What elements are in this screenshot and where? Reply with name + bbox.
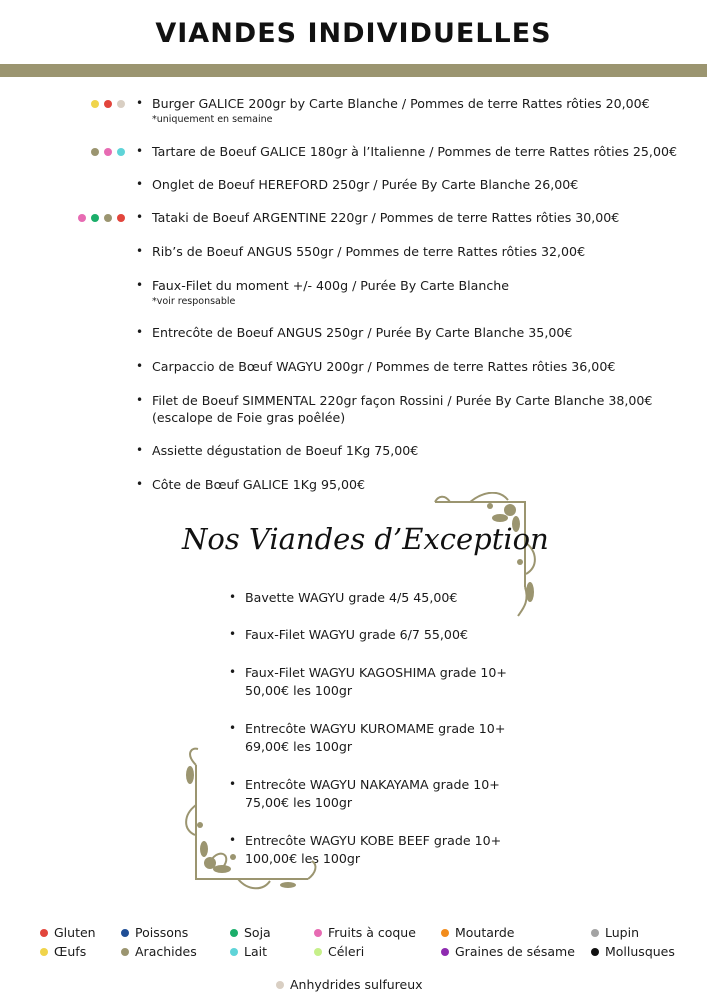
legend-item <box>591 925 639 940</box>
exception-item-text: Entrecôte WAGYU KOBE BEEF grade 10+ <box>245 833 502 848</box>
allergen-dot-icon <box>276 981 284 989</box>
legend-item <box>121 944 197 959</box>
legend-item <box>40 944 86 959</box>
allergen-dot-icon <box>117 148 125 156</box>
allergen-dot-icon <box>314 948 322 956</box>
legend-item <box>40 925 96 940</box>
legend-label: Soja <box>244 925 271 940</box>
menu-item-text: Rib’s de Boeuf ANGUS 550gr / Pommes de terre Rattes rôties 32,00€ <box>152 244 586 259</box>
exception-item-text: Entrecôte WAGYU NAKAYAMA grade 10+ <box>245 777 500 792</box>
exception-item-price: 50,00€ les 100gr <box>245 683 353 698</box>
legend-label: Moutarde <box>455 925 515 940</box>
allergen-dot-icon <box>117 100 125 108</box>
exception-item-price: 100,00€ les 100gr <box>245 851 361 866</box>
bullet-icon: • <box>136 325 144 339</box>
legend-label: Graines de sésame <box>455 944 575 959</box>
allergen-dot-icon <box>230 948 238 956</box>
legend-label: Anhydrides sulfureux <box>290 977 423 992</box>
legend-label: Mollusques <box>605 944 675 959</box>
menu-item-text: Carpaccio de Bœuf WAGYU 200gr / Pommes de terre Rattes rôties 36,00€ <box>152 359 616 374</box>
exception-item-text: Bavette WAGYU grade 4/5 45,00€ <box>245 590 458 605</box>
exception-item-price: 69,00€ les 100gr <box>245 739 353 754</box>
bullet-icon: • <box>229 665 237 679</box>
allergen-dot-icon <box>104 100 112 108</box>
legend-label: Lupin <box>605 925 639 940</box>
bullet-icon: • <box>229 721 237 735</box>
menu-item-text: Faux-Filet du moment +/- 400g / Purée By Carte Blanche <box>152 278 510 293</box>
bullet-icon: • <box>136 443 144 457</box>
legend-item <box>314 925 416 940</box>
bullet-icon: • <box>136 144 144 158</box>
allergen-dot-icon <box>104 214 112 222</box>
bullet-icon: • <box>136 177 144 191</box>
allergen-dots <box>91 100 125 108</box>
allergen-dot-icon <box>117 214 125 222</box>
bullet-icon: • <box>229 627 237 641</box>
bullet-icon: • <box>136 278 144 292</box>
legend-item <box>276 977 423 992</box>
menu-item-text: Entrecôte de Boeuf ANGUS 250gr / Purée By Carte Blanche 35,00€ <box>152 325 573 340</box>
allergen-dot-icon <box>91 100 99 108</box>
bullet-icon: • <box>229 833 237 847</box>
title-band <box>0 64 707 77</box>
legend-label: Lait <box>244 944 267 959</box>
bullet-icon: • <box>136 210 144 224</box>
legend-label: Gluten <box>54 925 96 940</box>
bullet-icon: • <box>136 244 144 258</box>
bullet-icon: • <box>229 590 237 604</box>
exception-title: Nos Viandes d’Exception <box>182 522 549 556</box>
allergen-dot-icon <box>441 948 449 956</box>
exception-item-text: Entrecôte WAGYU KUROMAME grade 10+ <box>245 721 506 736</box>
legend-item <box>441 925 514 940</box>
allergen-dot-icon <box>40 929 48 937</box>
menu-item-text: Onglet de Boeuf HEREFORD 250gr / Purée By Carte Blanche 26,00€ <box>152 177 579 192</box>
legend-item <box>121 925 188 940</box>
menu-item-detail: (escalope de Foie gras poêlée) <box>152 410 346 425</box>
legend-label: Céleri <box>328 944 365 959</box>
exception-item-text: Faux-Filet WAGYU grade 6/7 55,00€ <box>245 627 468 642</box>
menu-item-text: Assiette dégustation de Boeuf 1Kg 75,00€ <box>152 443 419 458</box>
legend-label: Arachides <box>135 944 197 959</box>
allergen-dot-icon <box>121 948 129 956</box>
page-title: VIANDES INDIVIDUELLES <box>155 18 552 49</box>
allergen-dot-icon <box>40 948 48 956</box>
legend-item <box>230 944 267 959</box>
menu-item-note: *voir responsable <box>152 296 236 307</box>
legend-item <box>441 944 575 959</box>
legend-label: Œufs <box>54 944 87 959</box>
menu-item-note: *uniquement en semaine <box>152 114 273 125</box>
allergen-dot-icon <box>441 929 449 937</box>
menu-item-text: Côte de Bœuf GALICE 1Kg 95,00€ <box>152 477 366 492</box>
allergen-dot-icon <box>230 929 238 937</box>
menu-item-text: Tataki de Boeuf ARGENTINE 220gr / Pommes de terre Rattes rôties 30,00€ <box>152 210 620 225</box>
allergen-dot-icon <box>121 929 129 937</box>
bullet-icon: • <box>136 96 144 110</box>
bullet-icon: • <box>136 477 144 491</box>
legend-item <box>230 925 271 940</box>
ornament-bottom-left-icon <box>178 745 323 893</box>
menu-item-text: Filet de Boeuf SIMMENTAL 220gr façon Rossini / Purée By Carte Blanche 38,00€ <box>152 393 653 408</box>
menu-item-text: Burger GALICE 200gr by Carte Blanche / Pommes de terre Rattes rôties 20,00€ <box>152 96 650 111</box>
allergen-dot-icon <box>91 214 99 222</box>
allergen-dots <box>91 148 125 156</box>
menu-item-text: Tartare de Boeuf GALICE 180gr à l’Italienne / Pommes de terre Rattes rôties 25,00€ <box>152 144 677 159</box>
allergen-dot-icon <box>78 214 86 222</box>
allergen-dot-icon <box>591 948 599 956</box>
allergen-dots <box>78 214 125 222</box>
exception-item-price: 75,00€ les 100gr <box>245 795 353 810</box>
legend-item <box>591 944 675 959</box>
allergen-dot-icon <box>314 929 322 937</box>
allergen-dot-icon <box>591 929 599 937</box>
bullet-icon: • <box>136 393 144 407</box>
legend-label: Fruits à coque <box>328 925 416 940</box>
exception-item-text: Faux-Filet WAGYU KAGOSHIMA grade 10+ <box>245 665 507 680</box>
bullet-icon: • <box>136 359 144 373</box>
legend-item <box>314 944 364 959</box>
allergen-dot-icon <box>104 148 112 156</box>
allergen-dot-icon <box>91 148 99 156</box>
bullet-icon: • <box>229 777 237 791</box>
legend-label: Poissons <box>135 925 189 940</box>
